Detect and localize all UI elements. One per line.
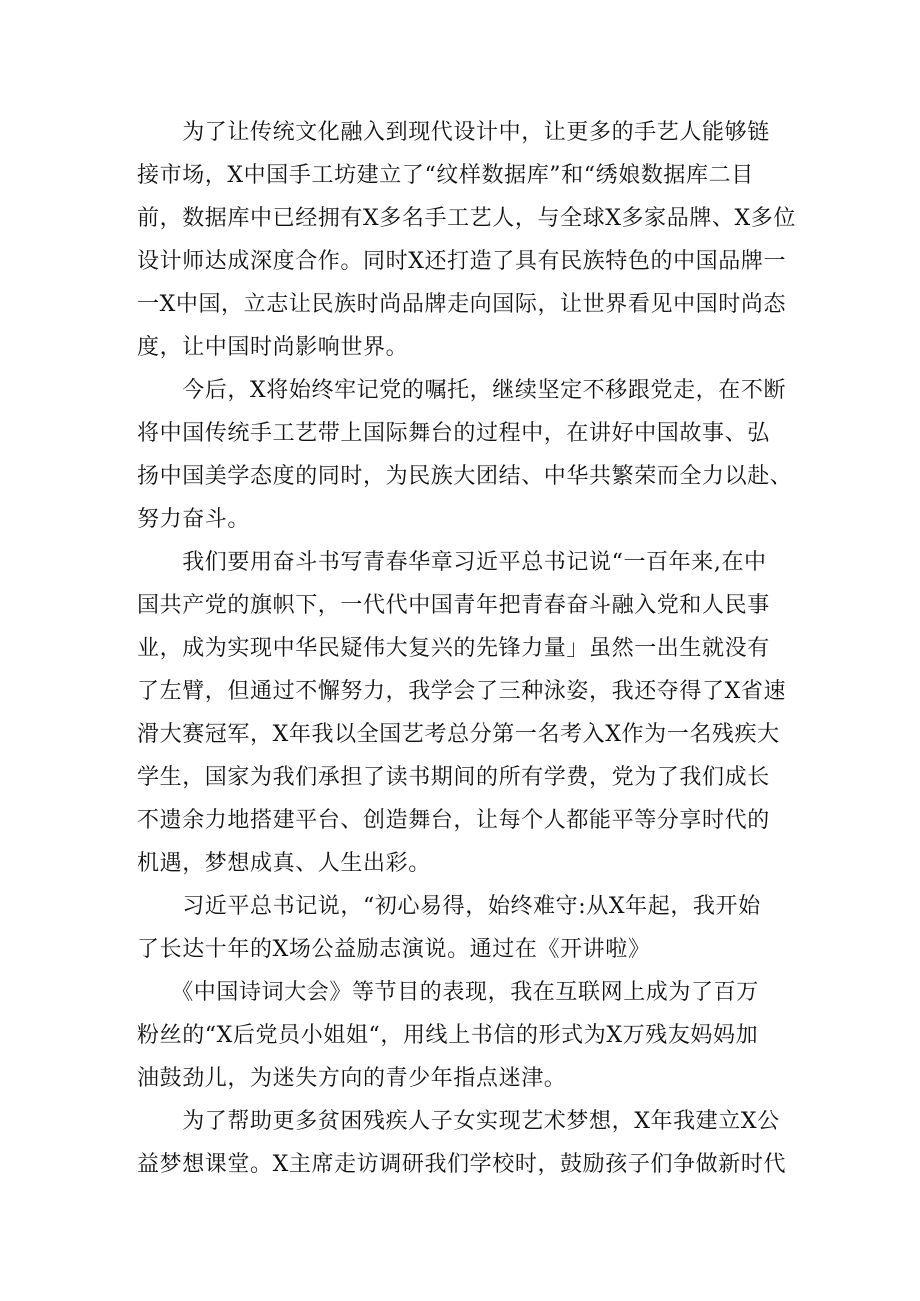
text-line: 油鼓劲儿，为迷失方向的青少年指点迷津。 xyxy=(137,1066,567,1091)
text-line: 业，成为实现中华民疑伟大复兴的先锋力量」虽然一出生就没有 xyxy=(137,636,770,661)
text-line: 《中国诗词大会》等节目的表现，我在互联网上成为了百万 xyxy=(137,980,759,1005)
text-line: 粉丝的“X后党员小姐姐“，用线上书信的形式为X万残友妈妈加 xyxy=(137,1023,759,1048)
text-line: 将中国传统手工艺带上国际舞台的过程中，在讲好中国故事、弘 xyxy=(137,421,770,446)
text-line: 了左臂，但通过不懈努力，我学会了三种泳姿，我还夺得了X省速 xyxy=(137,679,787,704)
text-line: 益梦想课堂。X主席走访调研我们学校时，鼓励孩子们争做新时代 xyxy=(137,1152,787,1177)
text-line: 习近平总书记说，“初心易得，始终难守:从X年起，我开始 xyxy=(137,894,761,919)
text-line: 度，让中国时尚影响世界。 xyxy=(137,335,409,360)
text-line: 不遗余力地搭建平台、创造舞台，让每个人都能平等分享时代的 xyxy=(137,808,770,833)
text-line: 设计师达成深度合作。同时X还打造了具有民族特色的中国品牌一 xyxy=(137,249,787,274)
text-line: 今后，X将始终牢记党的嘱托，继续坚定不移跟党走，在不断 xyxy=(137,378,787,403)
text-line: 接市场，X中国手工坊建立了“纹样数据库”和“绣娘数据库二目 xyxy=(137,163,754,188)
text-line: 为了让传统文化融入到现代设计中，让更多的手艺人能够链 xyxy=(137,120,770,145)
document-body xyxy=(137,111,797,1186)
text-line: 为了帮助更多贫困残疾人子女实现艺术梦想，X年我建立X公 xyxy=(137,1109,780,1134)
text-line: 了长达十年的X场公益励志演说。通过在《开讲啦》 xyxy=(137,937,651,962)
text-line: 前，数据库中已经拥有X多名手工艺人，与全球X多家品牌、X多位 xyxy=(137,206,796,231)
text-line: 努力奋斗。 xyxy=(137,507,251,532)
text-line: 扬中国美学态度的同时，为民族大团结、中华共繁荣而全力以赴、 xyxy=(137,464,793,489)
text-line: 滑大赛冠军，X年我以全国艺考总分第一名考入X作为一名残疾大 xyxy=(137,722,780,747)
text-line: 我们要用奋斗书写青春华章习近平总书记说“一百年来,在中 xyxy=(137,550,767,575)
text-line: 一X中国，立志让民族时尚品牌走向国际，让世界看见中国时尚态 xyxy=(137,292,787,317)
text-line: 学生，国家为我们承担了读书期间的所有学费，党为了我们成长 xyxy=(137,765,770,790)
text-line: 国共产党的旗帜下，一代代中国青年把青春奋斗融入党和人民事 xyxy=(137,593,770,618)
text-line: 机遇，梦想成真、人生出彩。 xyxy=(137,851,431,876)
